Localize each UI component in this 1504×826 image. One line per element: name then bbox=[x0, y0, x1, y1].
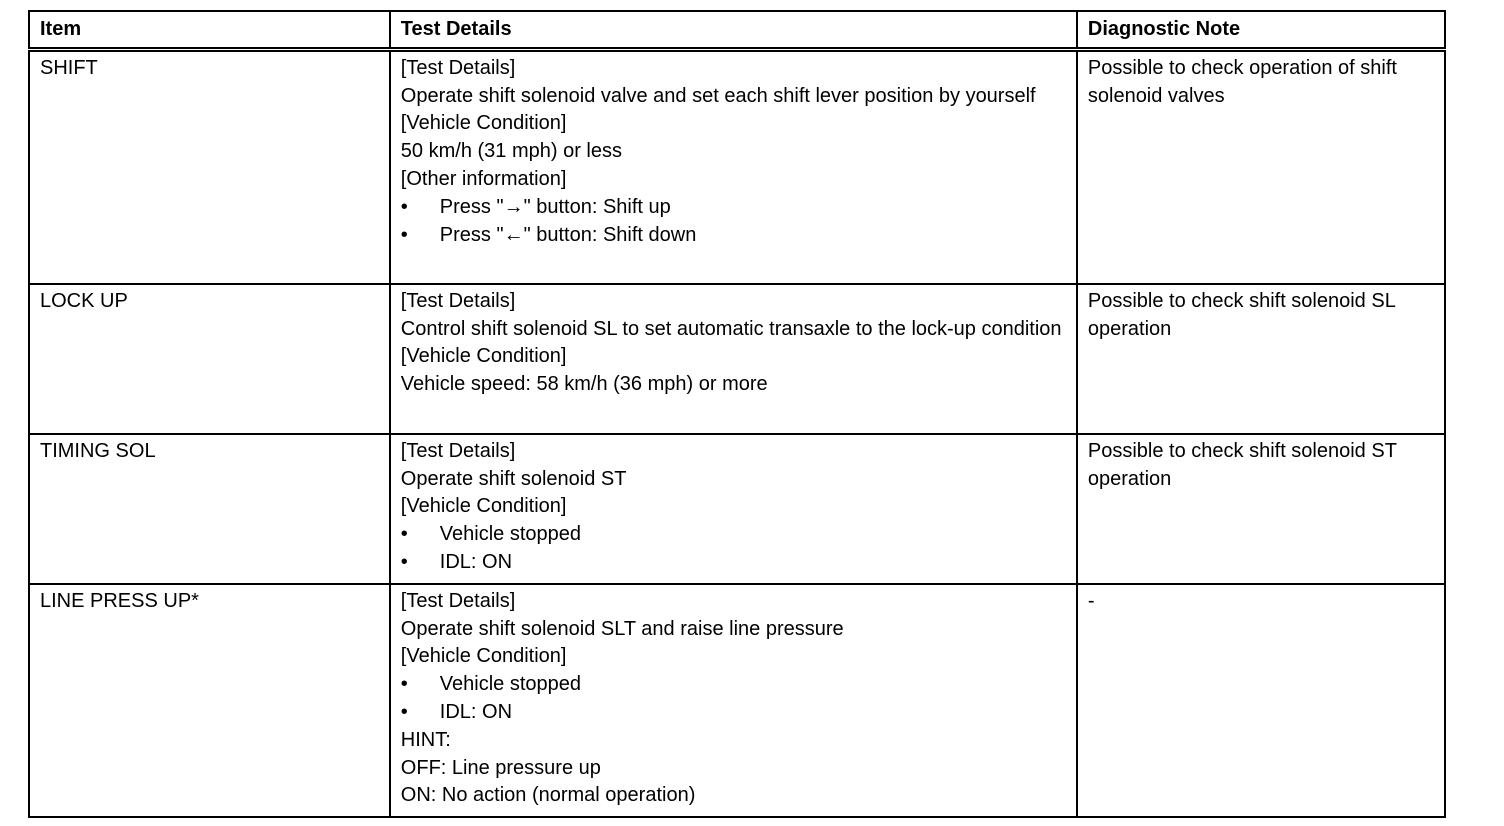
detail-line: Operate shift solenoid SLT and raise line pressure bbox=[400, 617, 844, 640]
item-name: LINE PRESS UP* bbox=[40, 589, 199, 612]
bullet-text: IDL: ON bbox=[439, 700, 513, 723]
diagnostic-note-cell bbox=[1077, 584, 1445, 817]
test-details-cell bbox=[390, 49, 1077, 284]
bullet-glyph: • bbox=[400, 223, 408, 246]
diagnostic-note-cell bbox=[1077, 284, 1445, 434]
test-details-cell bbox=[390, 584, 1077, 817]
bullet-item bbox=[401, 521, 1066, 549]
detail-line: [Vehicle Condition] bbox=[400, 112, 567, 135]
bullet-item bbox=[401, 222, 1066, 250]
header-test-details: Test Details bbox=[390, 11, 1077, 49]
diagnostic-note-cell bbox=[1077, 434, 1445, 584]
diagnostic-note: Possible to check operation of shift solenoid valves bbox=[1087, 56, 1397, 107]
bullet-item bbox=[401, 699, 1066, 727]
bullet-text: IDL: ON bbox=[439, 550, 513, 573]
item-name: LOCK UP bbox=[40, 289, 128, 312]
test-details-cell bbox=[390, 434, 1077, 584]
table-row-shift bbox=[29, 49, 1445, 284]
detail-line: [Vehicle Condition] bbox=[400, 495, 567, 518]
bullet-glyph: • bbox=[400, 195, 408, 218]
item-cell bbox=[29, 284, 390, 434]
bullet-glyph: • bbox=[400, 673, 408, 696]
detail-line: [Other information] bbox=[400, 167, 567, 190]
detail-line: Operate shift solenoid valve and set each shift lever position by yourself bbox=[400, 84, 1036, 107]
item-name: TIMING SOL bbox=[40, 439, 156, 462]
active-test-table bbox=[28, 10, 1446, 818]
detail-line: 50 km/h (31 mph) or less bbox=[400, 140, 622, 163]
detail-line: [Test Details] bbox=[400, 439, 516, 462]
detail-line: HINT: bbox=[400, 728, 451, 751]
diagnostic-note: Possible to check shift solenoid ST operation bbox=[1087, 439, 1397, 490]
table-header-row bbox=[29, 11, 1445, 49]
detail-line: [Vehicle Condition] bbox=[400, 645, 567, 668]
item-cell bbox=[29, 434, 390, 584]
bullet-text: Press "←" button: Shift down bbox=[439, 223, 697, 246]
item-cell bbox=[29, 584, 390, 817]
bullet-item bbox=[401, 671, 1066, 699]
header-diagnostic-note: Diagnostic Note bbox=[1077, 11, 1445, 49]
bullet-glyph: • bbox=[400, 700, 408, 723]
item-name: SHIFT bbox=[40, 56, 98, 79]
table-row-line-press-up bbox=[29, 584, 1445, 817]
table-row-lock-up bbox=[29, 284, 1445, 434]
detail-line: [Test Details] bbox=[400, 289, 516, 312]
bullet-text: Vehicle stopped bbox=[439, 673, 582, 696]
bullet-item bbox=[401, 549, 1066, 577]
diagnostic-note: - bbox=[1087, 589, 1095, 612]
detail-line: [Vehicle Condition] bbox=[400, 345, 567, 368]
diagnostic-note-cell bbox=[1077, 49, 1445, 284]
detail-line: Vehicle speed: 58 km/h (36 mph) or more bbox=[400, 373, 768, 396]
detail-line: OFF: Line pressure up bbox=[400, 756, 601, 779]
detail-line: ON: No action (normal operation) bbox=[400, 784, 696, 807]
diagnostic-note: Possible to check shift solenoid SL operation bbox=[1087, 289, 1396, 340]
detail-line: [Test Details] bbox=[400, 56, 516, 79]
detail-line: Control shift solenoid SL to set automatic transaxle to the lock-up condition bbox=[400, 317, 1062, 340]
item-cell bbox=[29, 49, 390, 284]
header-item: Item bbox=[29, 11, 390, 49]
bullet-text: Vehicle stopped bbox=[439, 523, 582, 546]
detail-line: [Test Details] bbox=[400, 589, 516, 612]
bullet-glyph: • bbox=[400, 523, 408, 546]
bullet-text: Press "→" button: Shift up bbox=[439, 195, 671, 218]
bullet-glyph: • bbox=[400, 550, 408, 573]
test-details-cell bbox=[390, 284, 1077, 434]
bullet-item bbox=[401, 194, 1066, 222]
table-row-timing-sol bbox=[29, 434, 1445, 584]
detail-line: Operate shift solenoid ST bbox=[400, 467, 627, 490]
